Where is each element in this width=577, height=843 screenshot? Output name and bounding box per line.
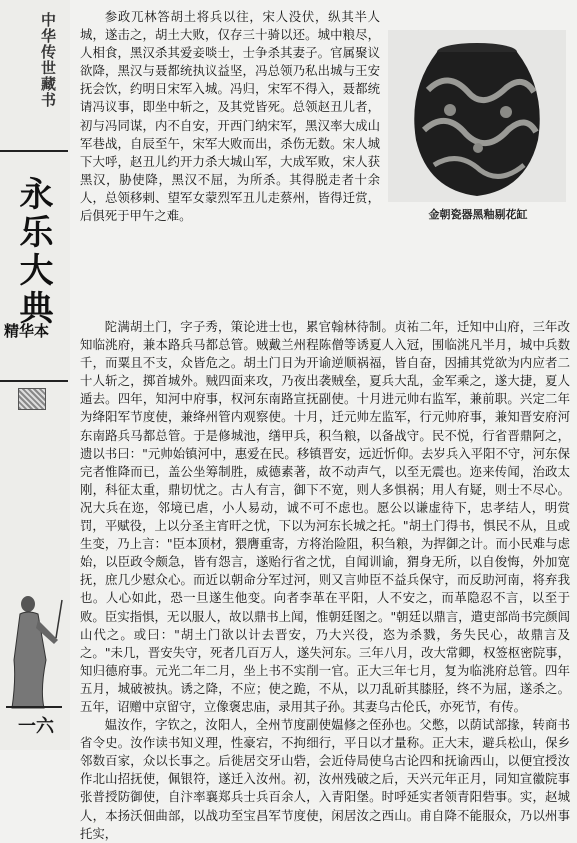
page-number: 一六	[18, 716, 54, 737]
series-title: 中华传世藏书	[39, 12, 57, 108]
edition-label: 精华本	[4, 322, 50, 340]
book-title: 永乐大典	[13, 176, 53, 328]
paragraph: 参政兀林答胡土将兵以往，宋人没伏，纵其半人城，遂击之，胡土大败，仅存三十骑以还。城中粮尽，人相食，黑汉杀其爱妾啖士，士争杀其妻子。官属聚议欲降，黑汉与聂都统执议益坚，冯总领乃私出城与王安抚会饮，约明日宋军入城。冯归，宋军不得入，聂都统请冯议事，即坐中斩之，及其党皆死。总领赵丑儿者，初与冯同谋，内不自安，开西门纳宋军，黑汉率大成山军巷战，自辰至午，宋军大败而出，杀伤无数。宋人城下大呼，赵丑儿约开力杀大城山军，大成军败，宋人获黑汉，胁使降，黑汉不屈，为所杀。其得脱走者十余人，总领移剌、望军女蒙烈军丑儿走蔡州，皆得迁赏，后俱死于甲午之难。	[80, 9, 380, 224]
standing-figure-illustration	[0, 590, 70, 710]
page-rule	[6, 706, 62, 708]
paragraph: 媪汝作，字钦之，汝阳人，全州节度副使媪修之侄孙也。父憋，以荫试部掾，转商书省令史。汝作读书知义理，性豪宕，不拘细行，平日以才量称。正大末，避兵松山，保乡邻数百家，众以长事之。后徙居交牙山砦，会近侍局使乌古论四和抚谕西山，以便宜授汝作北山招抚使，佩银符，遂迁入汝州。初，汝州残破之后，天兴元年正月，同知宣徽院事张普授防御使，自汴率襄郑兵士兵百余人，入青阳堡。时呼延实者领青阳砦事。实，赵城人，本扬沃佃曲部，以战功至宝昌军节度使，闲居汝之西山。甫自降不能服众，乃以州事托实，	[80, 717, 570, 841]
jar-photo	[388, 30, 566, 202]
sidebar	[0, 0, 70, 750]
text-column-top	[80, 8, 380, 318]
figure-caption: 金朝瓷器黑釉剔花缸	[428, 208, 528, 221]
text-column-main	[80, 318, 570, 841]
decorative-motif-icon	[18, 388, 46, 410]
paragraph: 陀满胡土门，字子秀，策论进士也，累官翰林待制。贞祐二年，迁知中山府，三年改知临洮府，兼本路兵马都总管。贼戴兰州程陈僧等诱夏人入冠，围临洮凡半月，城中兵数千，而粟且不支，众皆危之。胡土门日为开谕逆顺祸福，皆自奋，因捕其党欲为内应者二十人斩之，掷首城外。贼四面来攻，乃夜出袭贼垒，夏兵大乱，金军乘之，遂大捷，夏人遁去。四年，知河中府事，权河东南路宣抚副使。十月进元帅右监军，兼前职。兴定二年为绛阳军节度使，兼绛州管内观察使。十月，迁元帅左监军，行元帅府事，兼知晋安府河东南路兵马都总管。于是修城池，缮甲兵，积刍粮，以备战守。民不悦，行省晋鼎阿之，遗以书曰："元帅始镇河中，惠爱在民。移镇晋安，远近忻仰。去岁兵入平阳不守，河东保完者惟降而已，盖公坐筹制胜，威德素著，故不动声气，以至无震也。迩来传闻，治政太刚，科征太重，鼎切忧之。古人有言，御下不宽，则人多惧祸；用人有疑，则士不尽心。况大兵在迩，邻境已虐，小人易动，诚不可不虑也。愿公以谦虚待下，忠孝结人，明赏罚，平赋役，上以分圣主宵旰之忧，下以为河东长城之托。"胡土门得书，惧民不从，且或生变，乃上言："臣本顶材，猥膺重寄，方将治险阻，积刍粮，为捍御之计。而小民难与虑始，以臣政令颇急，皆有怨言，遂贻行省之忧，自闻训谕，猬身无所，以自俊悔，外加宽抚，庶几少慰众心。而近以朝命分军过河，则又言帅臣不益兵保守，而反助河南，将弃我也。人心如此，恐一旦遂生他变。向者李革在平阳，人不安之，而革隐忍不言，以至于败。臣实指惧，无以服人，故以鼎书上闻，惟朝廷图之。"朝廷以鼎言，遣吏部尚书完颜闾山代之。或曰："胡土门欲以计去晋安，乃大兴役，恣为杀戮，务失民心，故鼎言及之。"未几，晋安失守，死者几百万人，遂失河东。三年八月，改大常卿，权签枢密院事，知归德府事。元光二年二月，坐上书不实削一官。正大三年七月，复为临洮府总管。四年五月，城破被执。诱之降，不应；使之跪，不从，以刀乱斫其膝胫，终不为屈，遂杀之。五年，诏赠中京留守，立像褒忠庙，录用其子孙。其妻乌古伦氏，亦死节，有传。	[80, 319, 570, 714]
